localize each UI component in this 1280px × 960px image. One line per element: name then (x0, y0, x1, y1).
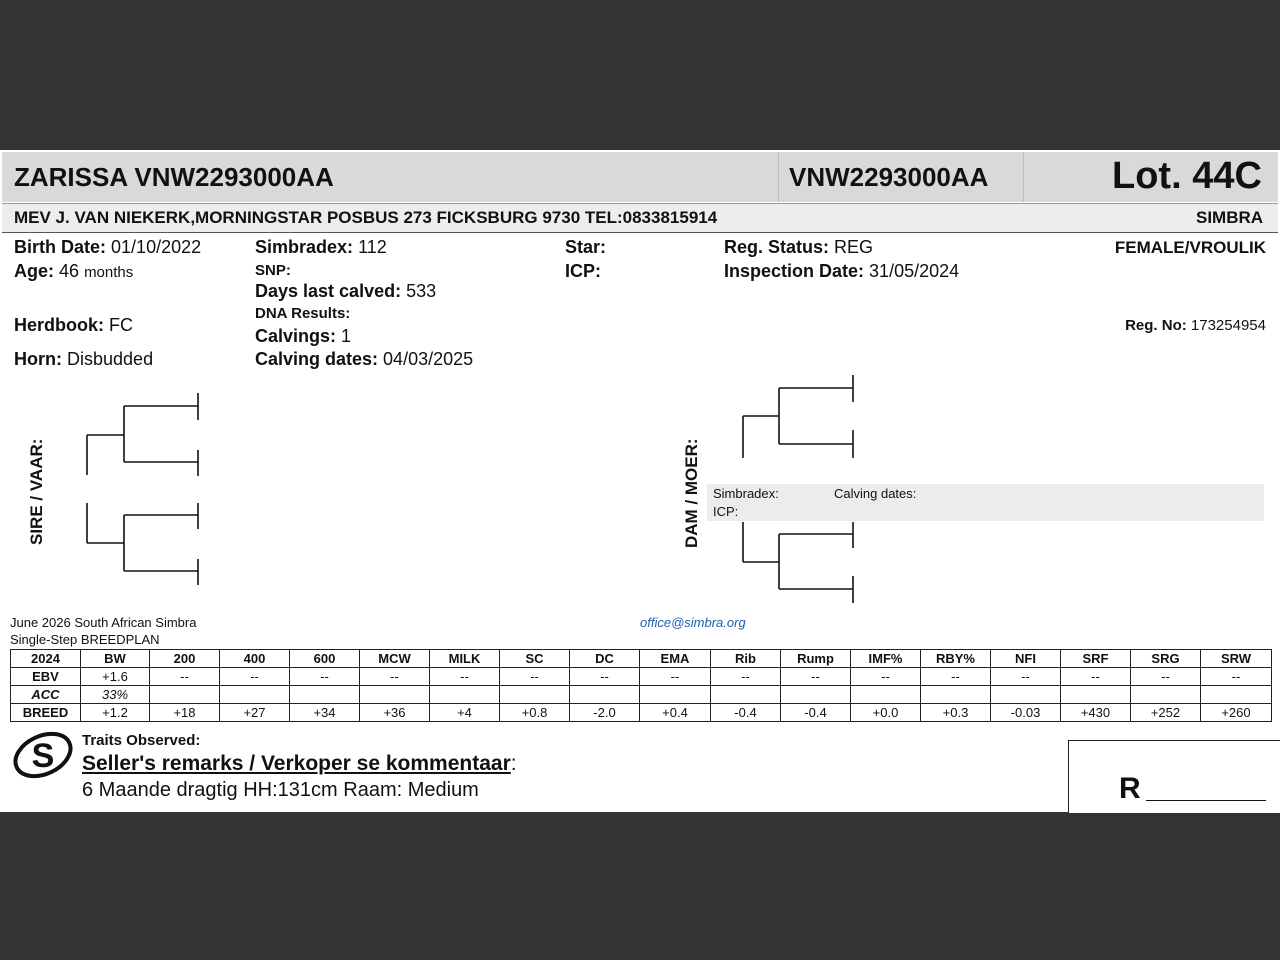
sire-pedigree-tree (0, 380, 660, 610)
ebv-cell (500, 686, 570, 704)
breedplan-line-2: Single-Step BREEDPLAN (10, 632, 160, 647)
ebv-cell (150, 686, 220, 704)
dam-label: DAM / MOER: (682, 438, 701, 548)
ebv-cell: -0.4 (781, 704, 851, 722)
ebv-cell: +260 (1201, 704, 1272, 722)
seller-remarks-heading: Seller's remarks / Verkoper se kommentaar: (82, 752, 517, 775)
ebv-cell (781, 686, 851, 704)
ebv-cell: -- (500, 668, 570, 686)
ebv-cell: -- (290, 668, 360, 686)
ebv-cell (991, 686, 1061, 704)
herdbook: Herdbook: FC (14, 315, 134, 335)
dam-calving-dates-label: Calving dates: (834, 486, 917, 501)
ebv-cell: -- (991, 668, 1061, 686)
ebv-cell: -- (430, 668, 500, 686)
ebv-cell (1131, 686, 1201, 704)
ebv-cell: +1.6 (81, 668, 150, 686)
ebv-column-header: DC (570, 650, 640, 668)
price-box (1068, 740, 1280, 813)
ebv-cell: +34 (290, 704, 360, 722)
ebv-row-breed (11, 704, 1272, 722)
dam-simbradex-label: Simbradex: (713, 486, 779, 501)
ebv-cell: -2.0 (570, 704, 640, 722)
ebv-cell (1201, 686, 1272, 704)
ebv-table (10, 649, 1272, 722)
ebv-column-header: SRG (1131, 650, 1201, 668)
dna-results-label: DNA Results: (255, 305, 351, 322)
snp-label: SNP: (255, 262, 291, 279)
ebv-cell: -- (570, 668, 640, 686)
owner-line: MEV J. VAN NIEKERK,MORNINGSTAR POSBUS 273 FICKSBURG 9730 TEL:0833815914 (14, 208, 718, 227)
seller-remarks: 6 Maande dragtig HH:131cm Raam: Medium (82, 779, 479, 801)
ebv-column-header: RBY% (921, 650, 991, 668)
ebv-year-cell: 2024 (11, 650, 81, 668)
ebv-cell: +0.4 (640, 704, 711, 722)
ebv-cell: -- (360, 668, 430, 686)
sire-label: SIRE / VAAR: (27, 438, 46, 545)
ebv-row-acc (11, 686, 1272, 704)
ebv-row-label: EBV (11, 668, 81, 686)
ebv-cell (290, 686, 360, 704)
ebv-cell: +1.2 (81, 704, 150, 722)
birth-date: Birth Date: 01/10/2022 (14, 237, 202, 257)
animal-id-code: VNW2293000AA (789, 162, 989, 192)
ebv-cell (640, 686, 711, 704)
ebv-row-label: ACC (11, 686, 81, 704)
ebv-column-header: SRW (1201, 650, 1272, 668)
ebv-header-row (11, 650, 1272, 668)
ebv-cell (1061, 686, 1131, 704)
ebv-cell: -0.4 (711, 704, 781, 722)
sex-label: FEMALE/VROULIK (1114, 238, 1266, 257)
ebv-cell (921, 686, 991, 704)
ebv-cell: -- (781, 668, 851, 686)
reg-number: Reg. No: 173254954 (1125, 317, 1266, 334)
ebv-cell: -- (1061, 668, 1131, 686)
icp-label: ICP: (565, 261, 601, 281)
ebv-cell (711, 686, 781, 704)
ebv-cell: -- (640, 668, 711, 686)
dam-icp-label: ICP: (713, 504, 739, 519)
breed-label: SIMBRA (1196, 208, 1264, 227)
ebv-cell: -- (220, 668, 290, 686)
ebv-column-header: 600 (290, 650, 360, 668)
ebv-cell: -- (150, 668, 220, 686)
ebv-cell (851, 686, 921, 704)
calvings: Calvings: 1 (255, 326, 352, 346)
lot-number: Lot. 44C (1112, 155, 1262, 197)
ebv-column-header: MILK (430, 650, 500, 668)
ebv-cell: +4 (430, 704, 500, 722)
email-link[interactable]: office@simbra.org (640, 615, 746, 630)
age: Age: 46 months (14, 261, 134, 281)
star-label: Star: (565, 237, 607, 257)
price-currency: R (1119, 772, 1141, 805)
ebv-column-header: IMF% (851, 650, 921, 668)
ebv-cell: +0.3 (921, 704, 991, 722)
ebv-row-label: BREED (11, 704, 81, 722)
ebv-cell: +0.0 (851, 704, 921, 722)
ebv-column-header: Rib (711, 650, 781, 668)
breedplan-line-1: June 2026 South African Simbra (10, 615, 197, 630)
price-input-line[interactable] (1146, 800, 1266, 801)
ebv-cell: +27 (220, 704, 290, 722)
logo-letter: S (31, 737, 55, 775)
ebv-row-ebv (11, 668, 1272, 686)
ebv-column-header: MCW (360, 650, 430, 668)
ebv-column-header: SRF (1061, 650, 1131, 668)
inspection-date: Inspection Date: 31/05/2024 (724, 261, 960, 281)
reg-status: Reg. Status: REG (724, 237, 874, 257)
days-last-calved: Days last calved: 533 (255, 281, 437, 301)
ebv-column-header: SC (500, 650, 570, 668)
ebv-column-header: EMA (640, 650, 711, 668)
ebv-cell: +0.8 (500, 704, 570, 722)
traits-observed-label: Traits Observed: (82, 732, 201, 749)
ebv-cell: 33% (81, 686, 150, 704)
ebv-column-header: 200 (150, 650, 220, 668)
ebv-cell (570, 686, 640, 704)
ebv-cell: -- (921, 668, 991, 686)
animal-name: ZARISSA VNW2293000AA (14, 162, 334, 192)
ebv-cell: -0.03 (991, 704, 1061, 722)
ebv-cell: -- (1131, 668, 1201, 686)
ebv-column-header: Rump (781, 650, 851, 668)
simbra-logo-icon (10, 727, 76, 783)
dam-info-panel (707, 484, 1264, 521)
calving-dates: Calving dates: 04/03/2025 (255, 349, 474, 369)
ebv-cell: +252 (1131, 704, 1201, 722)
ebv-cell: -- (711, 668, 781, 686)
ebv-column-header: NFI (991, 650, 1061, 668)
ebv-cell: +18 (150, 704, 220, 722)
ebv-cell: -- (851, 668, 921, 686)
simbradex: Simbradex: 112 (255, 237, 387, 257)
ebv-cell (220, 686, 290, 704)
ebv-cell: -- (1201, 668, 1272, 686)
horn: Horn: Disbudded (14, 349, 154, 369)
ebv-column-header: 400 (220, 650, 290, 668)
ebv-cell (360, 686, 430, 704)
ebv-cell: +430 (1061, 704, 1131, 722)
ebv-cell (430, 686, 500, 704)
ebv-cell: +36 (360, 704, 430, 722)
ebv-column-header: BW (81, 650, 150, 668)
